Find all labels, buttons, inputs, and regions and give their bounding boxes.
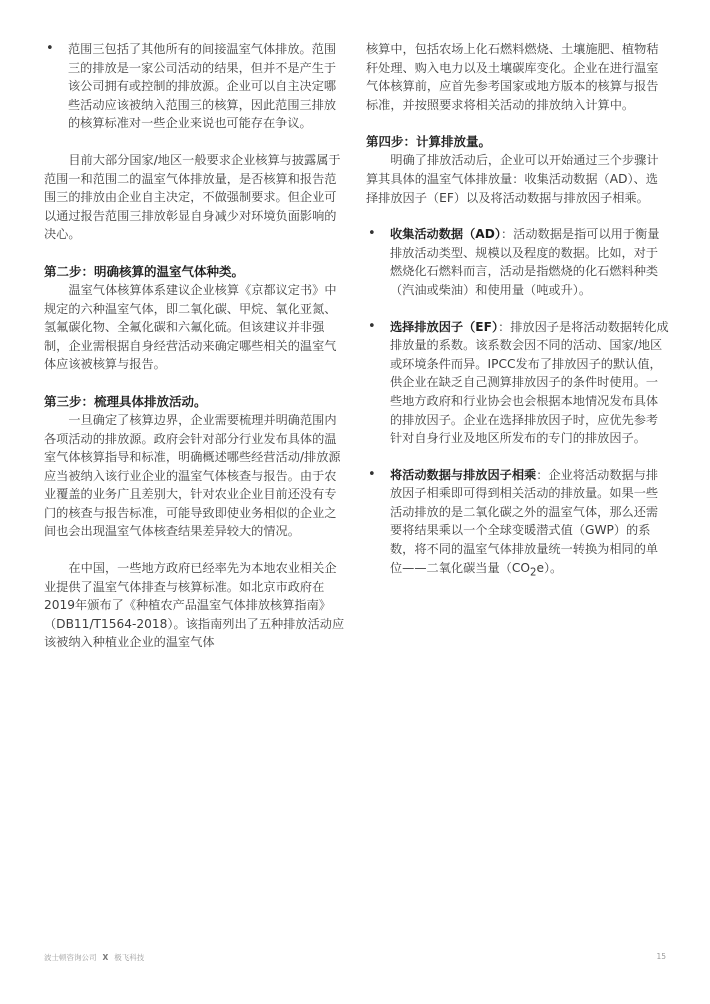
step4-heading: 第四步：计算排放量。 [366,134,492,150]
step2-body: 温室气体核算体系建议企业核算《京都议定书》中规定的六种温室气体，即二氧化碳、甲烷、氧化亚氮、氢氟碳化物、全氟化碳和六氟化硫。但该建议并非强制，企业需根据自身经营活动来确定哪些相关的温室气体应该被核算与报告。 [44,282,337,372]
scope3-bullet: • 范围三包括了其他所有的间接温室气体排放。范围三的排放是一家公司活动的结果，但并不是产生于该公司拥有或控制的排放源。企业可以自主决定哪些活动应该被纳入范围三的核算，因此范围三排放的核算标准对一些企业来说也可能存在争议。 [46,41,337,131]
footer-separator: X [102,953,109,962]
page-number: 15 [656,952,666,961]
left-column [44,40,348,652]
page-footer [44,952,666,963]
bullet-dot-icon: • [368,226,376,242]
bullet-multiply: • 将活动数据与排放因子相乘：企业将活动数据与排放因子相乘即可得到相关活动的排放量。如果一些活动排放的是二氧化碳之外的温室气体，那么还需要将结果乘以一个全球变暖潜式值（GWP）的系数，将不同的温室气体排放量统一转换为相同的单位——二氧化碳当量$(CO_2e)$。 [368,466,659,579]
bullet-dot-icon: • [46,41,54,56]
footer-org-bcg: 波士顿咨询公司 [44,953,97,962]
paragraph-current-practice: 目前大部分国家/地区一般要求企业核算与披露属于范围一和范围二的温室气体排放量，是否核算和报告范围三的排放由企业自主决定，不做强制要求。但企业可以通过报告范围三排放彰显自身减少对环境负面影响的决心。 [44,152,341,242]
paragraph-continued: 核算中，包括农场上化石燃料燃烧、土壤施肥、植物秸秆处理、购入电力以及土壤碳库变化。企业在进行温室气体核算前，应首先参考国家或地方版本的核算与报告标准，并按照要求将相关活动的排放纳入计算中。 [366,42,659,112]
bullet-emission-factor: • 选择排放因子（EF）：排放因子是将活动数据转化成排放量的系数。该系数会因不同的活动、国家/地区或环境条件而异。IPCC发布了排放因子的默认值，供企业在缺乏自己测算排放因子的条件时使用。一些地方政府和行业协会也会根据本地情况发布具体的排放因子。企业在选择排放因子时，应优先参考针对自身行业及地区所发布的专门的排放因子。 [368,318,669,446]
bullet-activity-data: • 收集活动数据（AD）：活动数据是指可以用于衡量排放活动类型、规模以及程度的数据。比如，对于燃烧化石燃料而言，活动是指燃烧的化石燃料种类（汽油或柴油）和使用量（吨或升）。 [368,226,660,297]
footer-org-xag: 极飞科技 [114,953,145,962]
step2-heading: 第二步：明确核算的温室气体种类。 [44,263,245,279]
bullet-dot-icon: • [368,318,376,334]
step4-body: 明确了排放活动后，企业可以开始通过三个步骤计算其具体的温室气体排放量：收集活动数据（AD）、选择排放因子（EF）以及将活动数据与排放因子相乘。 [366,153,659,205]
step3-heading: 第三步：梳理具体排放活动。 [44,393,207,409]
bullet-dot-icon: • [368,466,376,482]
step3-body: 一旦确定了核算边界，企业需要梳理并明确范围内各项活动的排放源。政府会针对部分行业发布具体的温室气体核算指导和标准，明确概述哪些经营活动/排放源应当被纳入该行业企业的温室气体核查与报告。由于农业覆盖的业务广且差别大，针对农业企业目前还没有专门的核查与报告标准，可能导致即使业务相似的企业之间也会出现温室气体核查结果差异较大的情况。 [44,412,341,539]
right-column [366,40,669,583]
paragraph-china: 在中国，一些地方政府已经率先为本地农业相关企业提供了温室气体排查与核算标准。如北京市政府在2019年颁布了《种植农产品温室气体排放核算指南》（DB11/T1564-2018）。该指南列出了五种排放活动应该被纳入种植业企业的温室气体 [44,561,345,650]
